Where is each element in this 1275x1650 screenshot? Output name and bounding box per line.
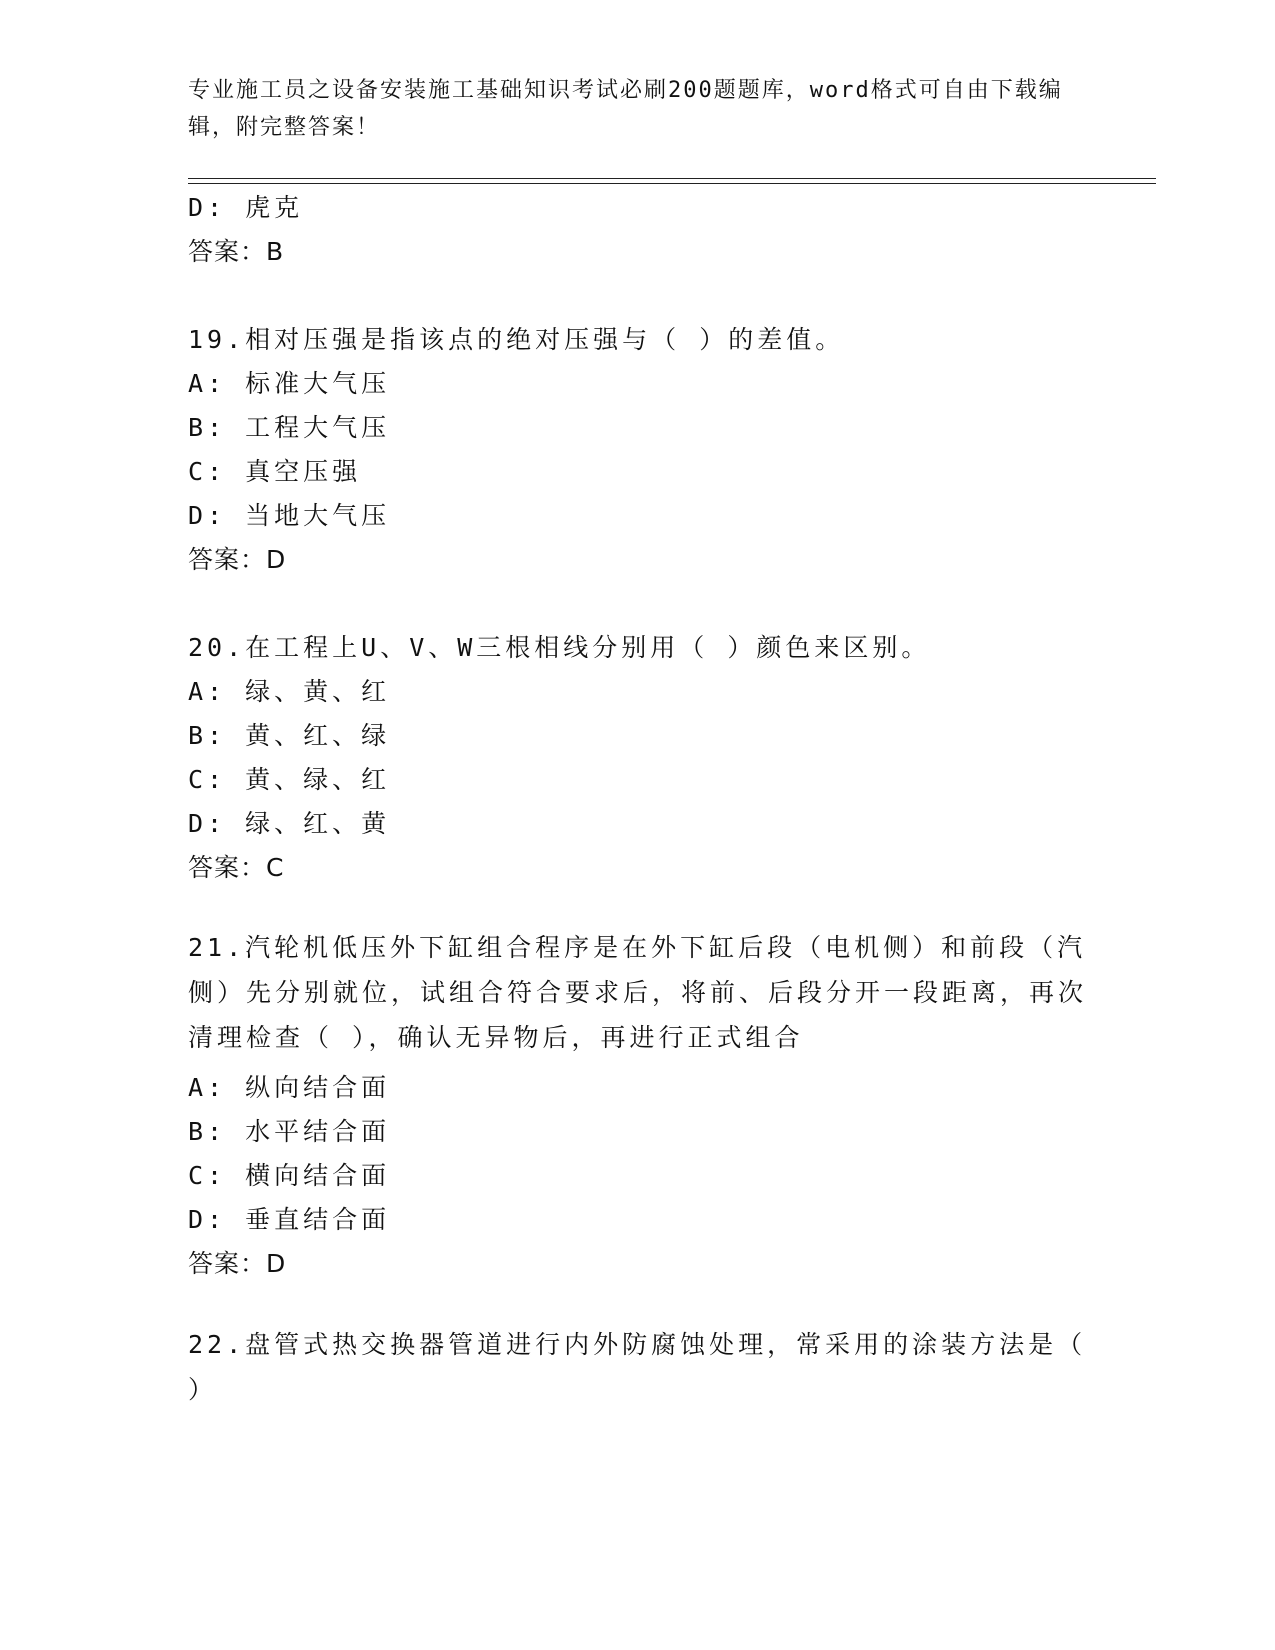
question-21-stem: 21.汽轮机低压外下缸组合程序是在外下缸后段（电机侧）和前段（汽侧）先分别就位，试组合符合要求后，将前、后段分开一段距离，再次清理检查（ ），确认无异物后，再进行正式组合 [188,933,1088,1052]
question-22-stem: 22.盘管式热交换器管道进行内外防腐蚀处理，常采用的涂装方法是（ ） [188,1330,1087,1404]
question-21-option-a: A: 纵向结合面 [188,1073,391,1102]
question-19-option-d: D: 当地大气压 [188,501,391,530]
header-divider-bottom [188,183,1156,184]
question-19-answer: 答案：D [188,545,287,574]
question-19-option-a: A: 标准大气压 [188,369,391,398]
document-title: 专业施工员之设备安装施工基础知识考试必刷200题题库，word格式可自由下载编辑，附完整答案！ [188,78,1063,140]
prev-option-d: D: 虎克 [188,193,304,222]
question-21-option-d: D: 垂直结合面 [188,1205,391,1234]
prev-answer: 答案：B [188,237,285,266]
question-21-option-c: C: 横向结合面 [188,1161,391,1190]
question-19-option-b: B: 工程大气压 [188,413,391,442]
question-20-option-d: D: 绿、红、黄 [188,809,391,838]
header-divider-top [188,178,1156,179]
question-20-option-a: A: 绿、黄、红 [188,677,391,706]
question-20-answer: 答案：C [188,853,285,882]
question-21-answer: 答案：D [188,1249,287,1278]
question-20-stem: 20.在工程上U、V、W三根相线分别用（ ）颜色来区别。 [188,633,931,662]
question-20-option-c: C: 黄、绿、红 [188,765,391,794]
question-19-option-c: C: 真空压强 [188,457,362,486]
question-19-stem: 19.相对压强是指该点的绝对压强与（ ）的差值。 [188,325,845,354]
document-header [188,72,1088,146]
question-20-option-b: B: 黄、红、绿 [188,721,391,750]
question-21-option-b: B: 水平结合面 [188,1117,391,1146]
